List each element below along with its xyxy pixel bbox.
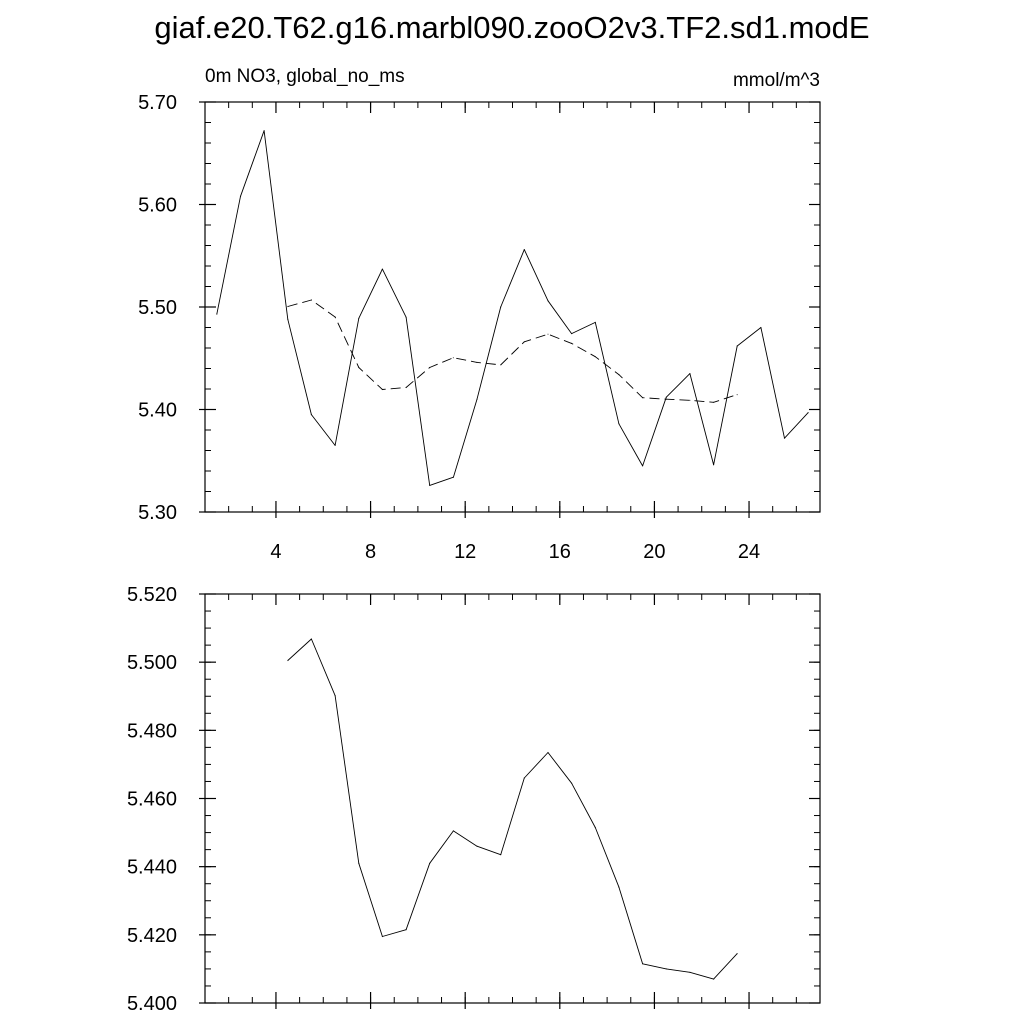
panel-top-left-label: 0m NO3, global_no_ms — [205, 66, 405, 87]
data-point — [618, 374, 619, 375]
data-point — [429, 367, 430, 368]
data-point — [642, 397, 643, 398]
data-point — [216, 314, 217, 315]
y-tick-label: 5.70 — [138, 92, 177, 114]
series-line-dashed — [288, 300, 737, 402]
data-point — [618, 423, 619, 424]
y-tick-label: 5.460 — [126, 788, 177, 811]
data-point — [500, 364, 501, 365]
data-point — [453, 357, 454, 358]
y-tick-label: 5.60 — [138, 194, 177, 217]
x-tick-label: 24 — [737, 541, 761, 563]
panel-top-right-label: mmol/m^3 — [732, 70, 820, 91]
data-point — [358, 367, 359, 368]
y-tick-label: 5.440 — [126, 856, 177, 879]
data-point — [335, 445, 336, 446]
data-point — [784, 438, 785, 439]
y-tick-label: 5.420 — [126, 924, 177, 947]
data-point — [571, 333, 572, 334]
x-tick-label: 16 — [548, 541, 571, 563]
y-tick-label: 5.480 — [126, 720, 177, 743]
series-line-solid — [217, 131, 808, 486]
data-point — [311, 638, 312, 639]
data-point — [429, 863, 430, 864]
series-line-solid — [288, 639, 737, 979]
y-tick-label: 5.500 — [126, 652, 177, 675]
data-point — [335, 695, 336, 696]
x-tick-label: 20 — [643, 541, 666, 563]
data-point — [689, 400, 690, 401]
panel-top — [138, 66, 820, 563]
data-point — [382, 389, 383, 390]
data-point — [666, 399, 667, 400]
figure-title: giaf.e20.T62.g16.marbl090.zooO2v3.TF2.sd1.modE — [154, 10, 870, 45]
data-point — [737, 345, 738, 346]
data-point — [524, 777, 525, 778]
data-point — [382, 269, 383, 270]
data-point — [476, 362, 477, 363]
data-point — [524, 341, 525, 342]
y-tick-label: 5.50 — [138, 297, 177, 319]
data-point — [760, 327, 761, 328]
data-point — [453, 830, 454, 831]
data-point — [666, 968, 667, 969]
plot-frame — [205, 594, 820, 1003]
plot-frame — [205, 102, 820, 512]
data-point — [642, 963, 643, 964]
y-tick-label: 5.400 — [126, 993, 177, 1015]
data-point — [689, 972, 690, 973]
data-point — [264, 130, 265, 131]
data-point — [547, 752, 548, 753]
panel-bottom — [127, 584, 820, 1015]
data-point — [453, 477, 454, 478]
data-point — [595, 827, 596, 828]
data-point — [713, 402, 714, 403]
data-point — [335, 316, 336, 317]
data-point — [571, 343, 572, 344]
data-point — [382, 936, 383, 937]
data-point — [618, 887, 619, 888]
x-tick-label: 8 — [365, 541, 377, 563]
data-point — [358, 318, 359, 319]
data-point — [476, 399, 477, 400]
data-point — [713, 464, 714, 465]
y-tick-label: 5.30 — [138, 502, 177, 524]
data-point — [737, 953, 738, 954]
data-point — [476, 846, 477, 847]
data-point — [737, 394, 738, 395]
data-point — [642, 465, 643, 466]
data-point — [689, 373, 690, 374]
data-point — [429, 485, 430, 486]
data-point — [287, 660, 288, 661]
data-point — [808, 412, 809, 413]
data-point — [595, 322, 596, 323]
data-point — [547, 300, 548, 301]
data-point — [524, 249, 525, 250]
data-point — [287, 306, 288, 307]
data-point — [500, 854, 501, 855]
data-point — [240, 196, 241, 197]
x-tick-label: 4 — [270, 541, 282, 563]
data-point — [287, 319, 288, 320]
data-point — [666, 397, 667, 398]
data-point — [595, 356, 596, 357]
data-point — [358, 863, 359, 864]
data-point — [406, 387, 407, 388]
y-tick-label: 5.520 — [126, 584, 177, 606]
data-point — [311, 414, 312, 415]
y-tick-label: 5.40 — [138, 399, 177, 422]
data-point — [311, 299, 312, 300]
data-point — [406, 317, 407, 318]
data-point — [571, 783, 572, 784]
data-point — [547, 334, 548, 335]
data-point — [500, 306, 501, 307]
data-point — [406, 929, 407, 930]
x-tick-label: 12 — [454, 541, 477, 563]
data-point — [713, 979, 714, 980]
